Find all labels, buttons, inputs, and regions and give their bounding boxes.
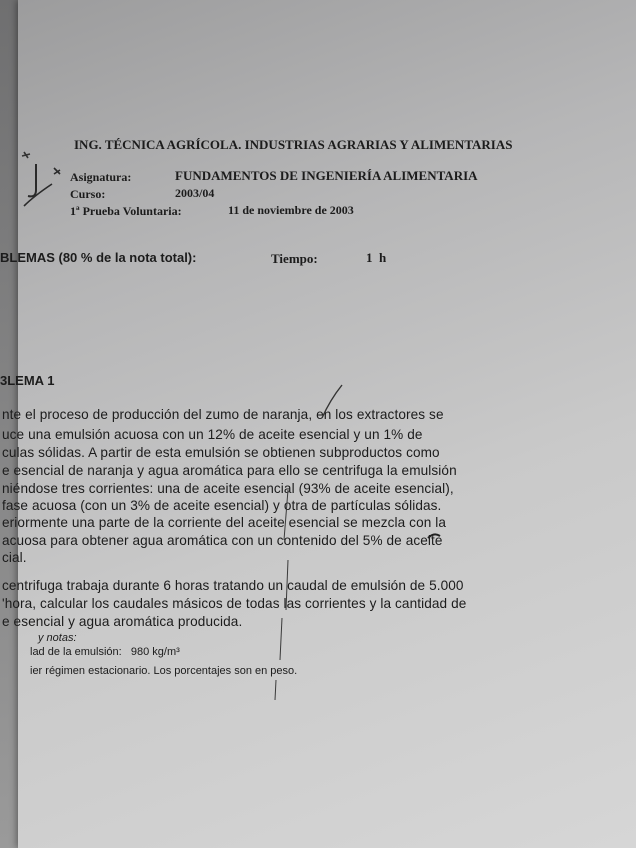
time-value: 1 h bbox=[366, 250, 387, 265]
note-steady-state: ier régimen estacionario. Los porcentajes son en peso. bbox=[30, 665, 298, 677]
handwritten-mark bbox=[14, 142, 64, 222]
institution-title: ING. TÉCNICA AGRÍCOLA. INDUSTRIAS AGRARIAS Y ALIMENTARIAS bbox=[74, 137, 513, 152]
question-line: centrifuga trabaja durante 6 horas tratando un caudal de emulsión de 5.000 bbox=[2, 578, 464, 593]
course-label: Curso: bbox=[70, 187, 106, 201]
test-label: 1ª Prueba Voluntaria: bbox=[70, 204, 182, 218]
statement-line: culas sólidas. A partir de esta emulsión se obtienen subproductos como bbox=[2, 445, 440, 460]
statement-line: fase acuosa (con un 3% de aceite esencial) y otra de partículas sólidas. bbox=[2, 498, 442, 513]
notes-title: y notas: bbox=[38, 632, 77, 644]
statement-line: uce una emulsión acuosa con un 12% de aceite esencial y un 1% de bbox=[2, 427, 423, 442]
statement-line: e esencial de naranja y agua aromática para ello se centrifuga la emulsión bbox=[2, 463, 457, 478]
exam-sheet bbox=[18, 0, 636, 848]
statement-line: acuosa para obtener agua aromática con un contenido del 5% de aceite bbox=[2, 533, 443, 548]
statement-line: nte el proceso de producción del zumo de naranja, en los extractores se bbox=[2, 407, 444, 422]
subject-value: FUNDAMENTOS DE INGENIERÍA ALIMENTARIA bbox=[175, 168, 478, 183]
time-label: Tiempo: bbox=[271, 251, 318, 266]
section-heading: BLEMAS (80 % de la nota total): bbox=[0, 250, 197, 265]
problem-title: 3LEMA 1 bbox=[0, 373, 55, 388]
subject-label: Asignatura: bbox=[70, 170, 132, 184]
course-value: 2003/04 bbox=[175, 186, 215, 200]
question-line: 'hora, calcular los caudales másicos de todas las corrientes y la cantidad de bbox=[2, 596, 467, 611]
statement-line: eriormente una parte de la corriente del aceite esencial se mezcla con la bbox=[2, 515, 447, 530]
note-density: lad de la emulsión: 980 kg/m³ bbox=[30, 646, 180, 658]
statement-line: cial. bbox=[2, 550, 27, 565]
question-line: e esencial y agua aromática producida. bbox=[2, 614, 243, 629]
statement-line: niéndose tres corrientes: una de aceite esencial (93% de aceite esencial), bbox=[2, 481, 454, 496]
test-date: 11 de noviembre de 2003 bbox=[228, 203, 354, 217]
page-left-edge bbox=[0, 0, 18, 848]
